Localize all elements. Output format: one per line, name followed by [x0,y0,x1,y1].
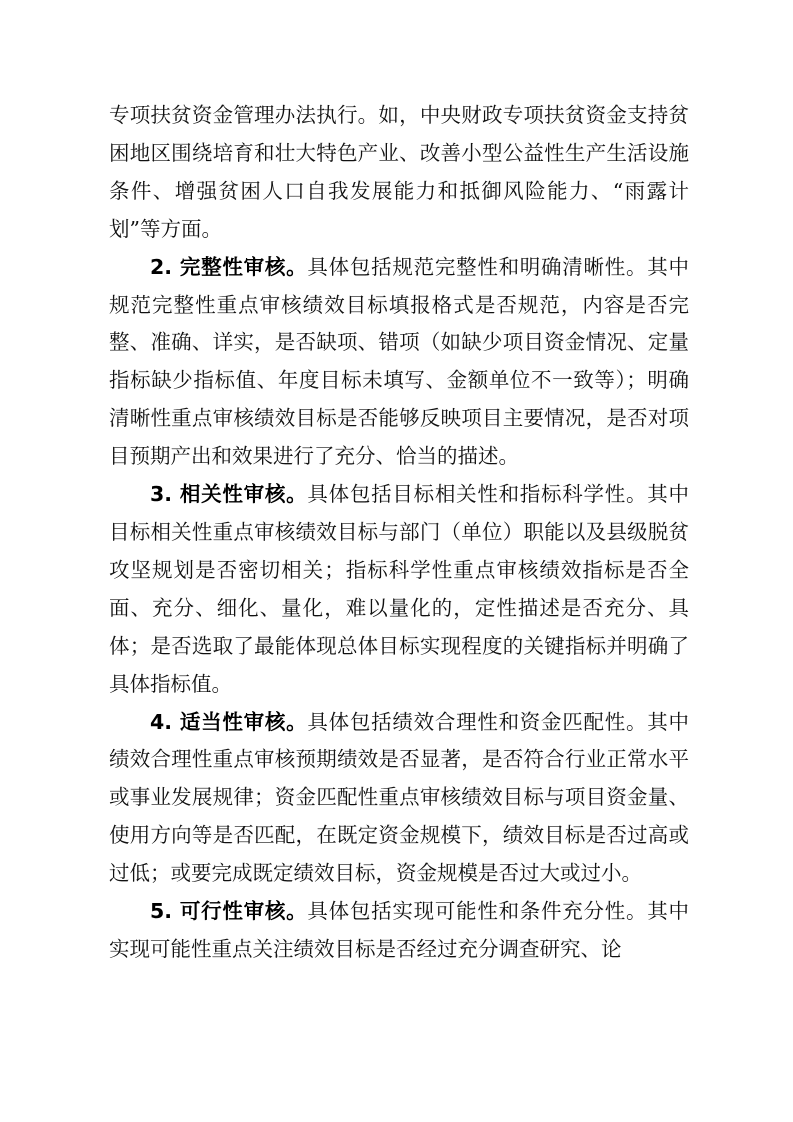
section-heading-relevance: 3. 相关性审核。 [150,482,308,507]
section-heading-completeness: 2. 完整性审核。 [150,254,308,279]
paragraph-continuation [109,97,689,249]
paragraph-completeness-review [109,249,689,476]
section-heading-appropriateness: 4. 适当性审核。 [150,709,308,734]
paragraph-relevance-review [109,476,689,703]
paragraph-text: 具体包括规范完整性和明确清晰性。其中规范完整性重点审核绩效目标填报格式是否规范，内容是否完整、准确、详实，是否缺项、错项（如缺少项目资金情况、定量指标缺少指标值、年度目标未填写、金额单位不一致等）；明确清晰性重点审核绩效目标是否能够反映项目主要情况，是否对项目预期产出和效果进行了充分、恰当的描述。 [109,254,689,469]
paragraph-text: 具体包括绩效合理性和资金匹配性。其中绩效合理性重点审核预期绩效是否显著，是否符合行业正常水平或事业发展规律；资金匹配性重点审核绩效目标与项目资金量、使用方向等是否匹配，在既定资金规模下，绩效目标是否过高或过低；或要完成既定绩效目标，资金规模是否过大或过小。 [109,709,689,886]
paragraph-text: 具体包括实现可能性和条件充分性。其中实现可能性重点关注绩效目标是否经过充分调查研究、论 [109,899,689,961]
document-body [109,97,689,969]
paragraph-text: 专项扶贫资金管理办法执行。如，中央财政专项扶贫资金支持贫困地区围绕培育和壮大特色产业、改善小型公益性生产生活设施条件、增强贫困人口自我发展能力和抵御风险能力、“雨露计划”等方面。 [109,103,689,241]
section-heading-feasibility: 5. 可行性审核。 [150,899,308,924]
paragraph-feasibility-review [109,893,689,969]
paragraph-appropriateness-review [109,704,689,894]
paragraph-text: 具体包括目标相关性和指标科学性。其中目标相关性重点审核绩效目标与部门（单位）职能以及县级脱贫攻坚规划是否密切相关；指标科学性重点审核绩效指标是否全面、充分、细化、量化，难以量化的，定性描述是否充分、具体；是否选取了最能体现总体目标实现程度的关键指标并明确了具体指标值。 [109,482,689,696]
